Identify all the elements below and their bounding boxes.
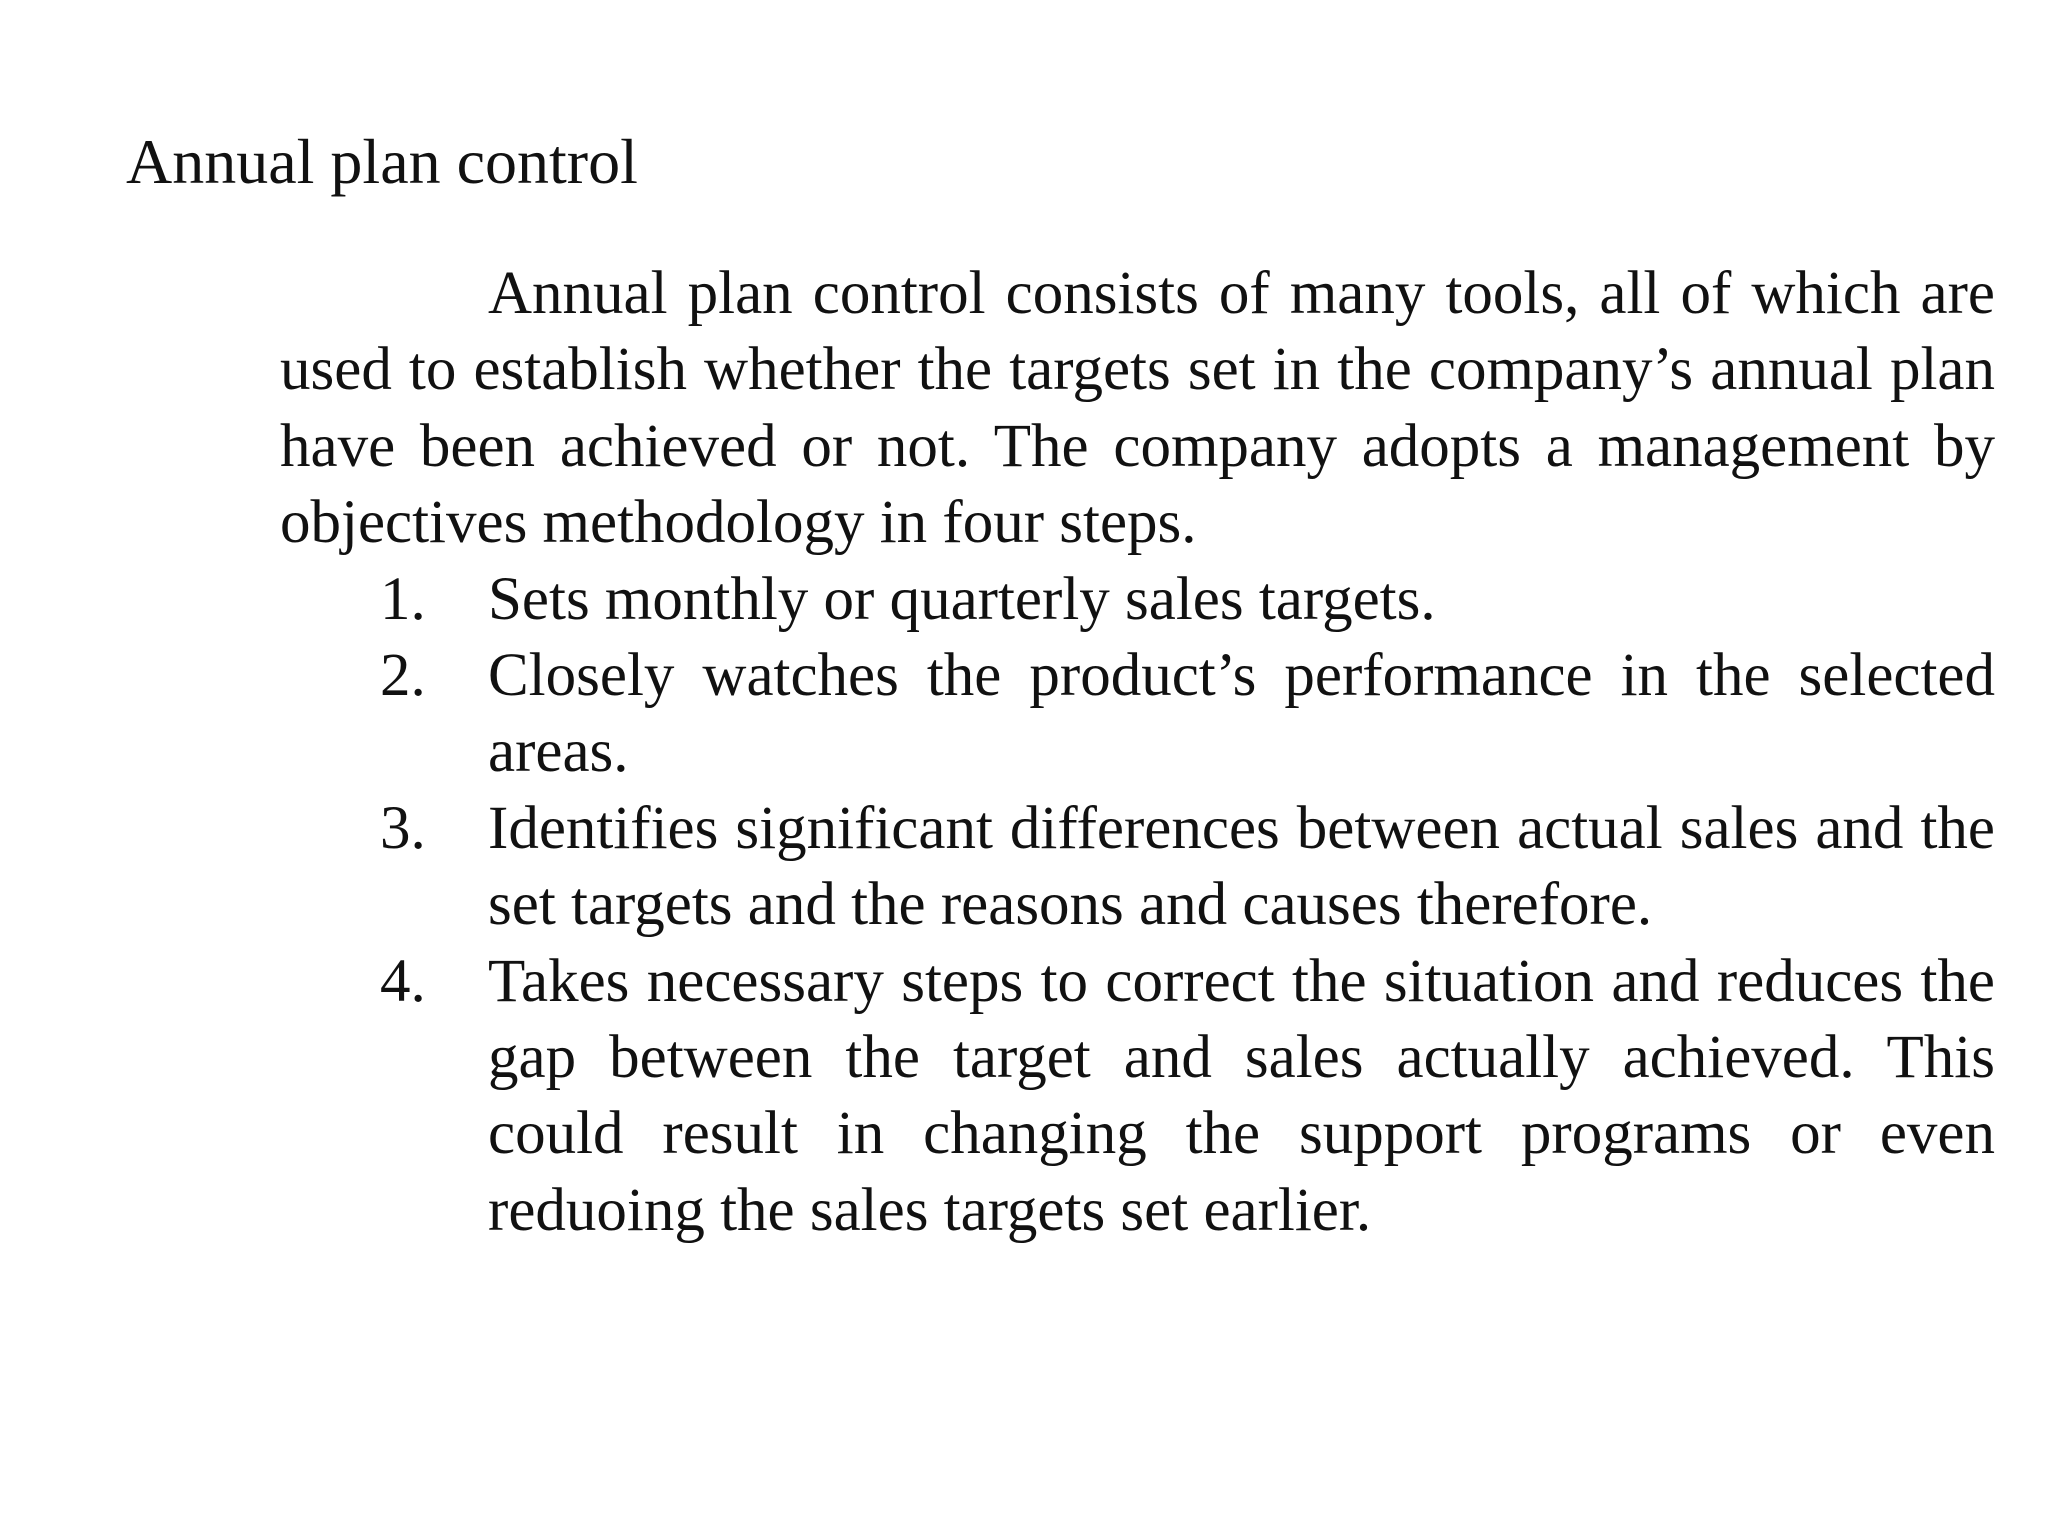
list-item-number: 4. — [380, 947, 426, 1015]
list-item — [280, 562, 1995, 638]
list-item-text: Sets monthly or quarterly sales targets. — [488, 565, 1436, 633]
list-item-number: 2. — [380, 642, 426, 710]
intro-paragraph: Annual plan control consists of many tools, all of which are used to establish whether the targets set in the company’s annual plan have been achieved or not. The company adopts a management by objectives methodology in four steps. — [280, 260, 1995, 557]
list-item-text: Takes necessary steps to correct the situation and reduces the gap between the target and sales actually achieved. This could result in changing the support programs or even reduoing the sales targets set earlier. — [488, 947, 1995, 1244]
list-item — [280, 791, 1995, 944]
list-item — [280, 944, 1995, 1250]
list-item-text: Identifies significant differences between actual sales and the set targets and the reasons and causes therefore. — [488, 794, 1995, 939]
steps-list — [280, 562, 1995, 1250]
list-item-number: 1. — [380, 565, 426, 633]
list-item-text: Closely watches the product’s performance in the selected areas. — [488, 642, 1995, 786]
list-item-number: 3. — [380, 794, 426, 862]
section-heading: Annual plan control — [126, 126, 638, 197]
section-body — [280, 256, 1995, 1249]
list-item — [280, 638, 1995, 791]
